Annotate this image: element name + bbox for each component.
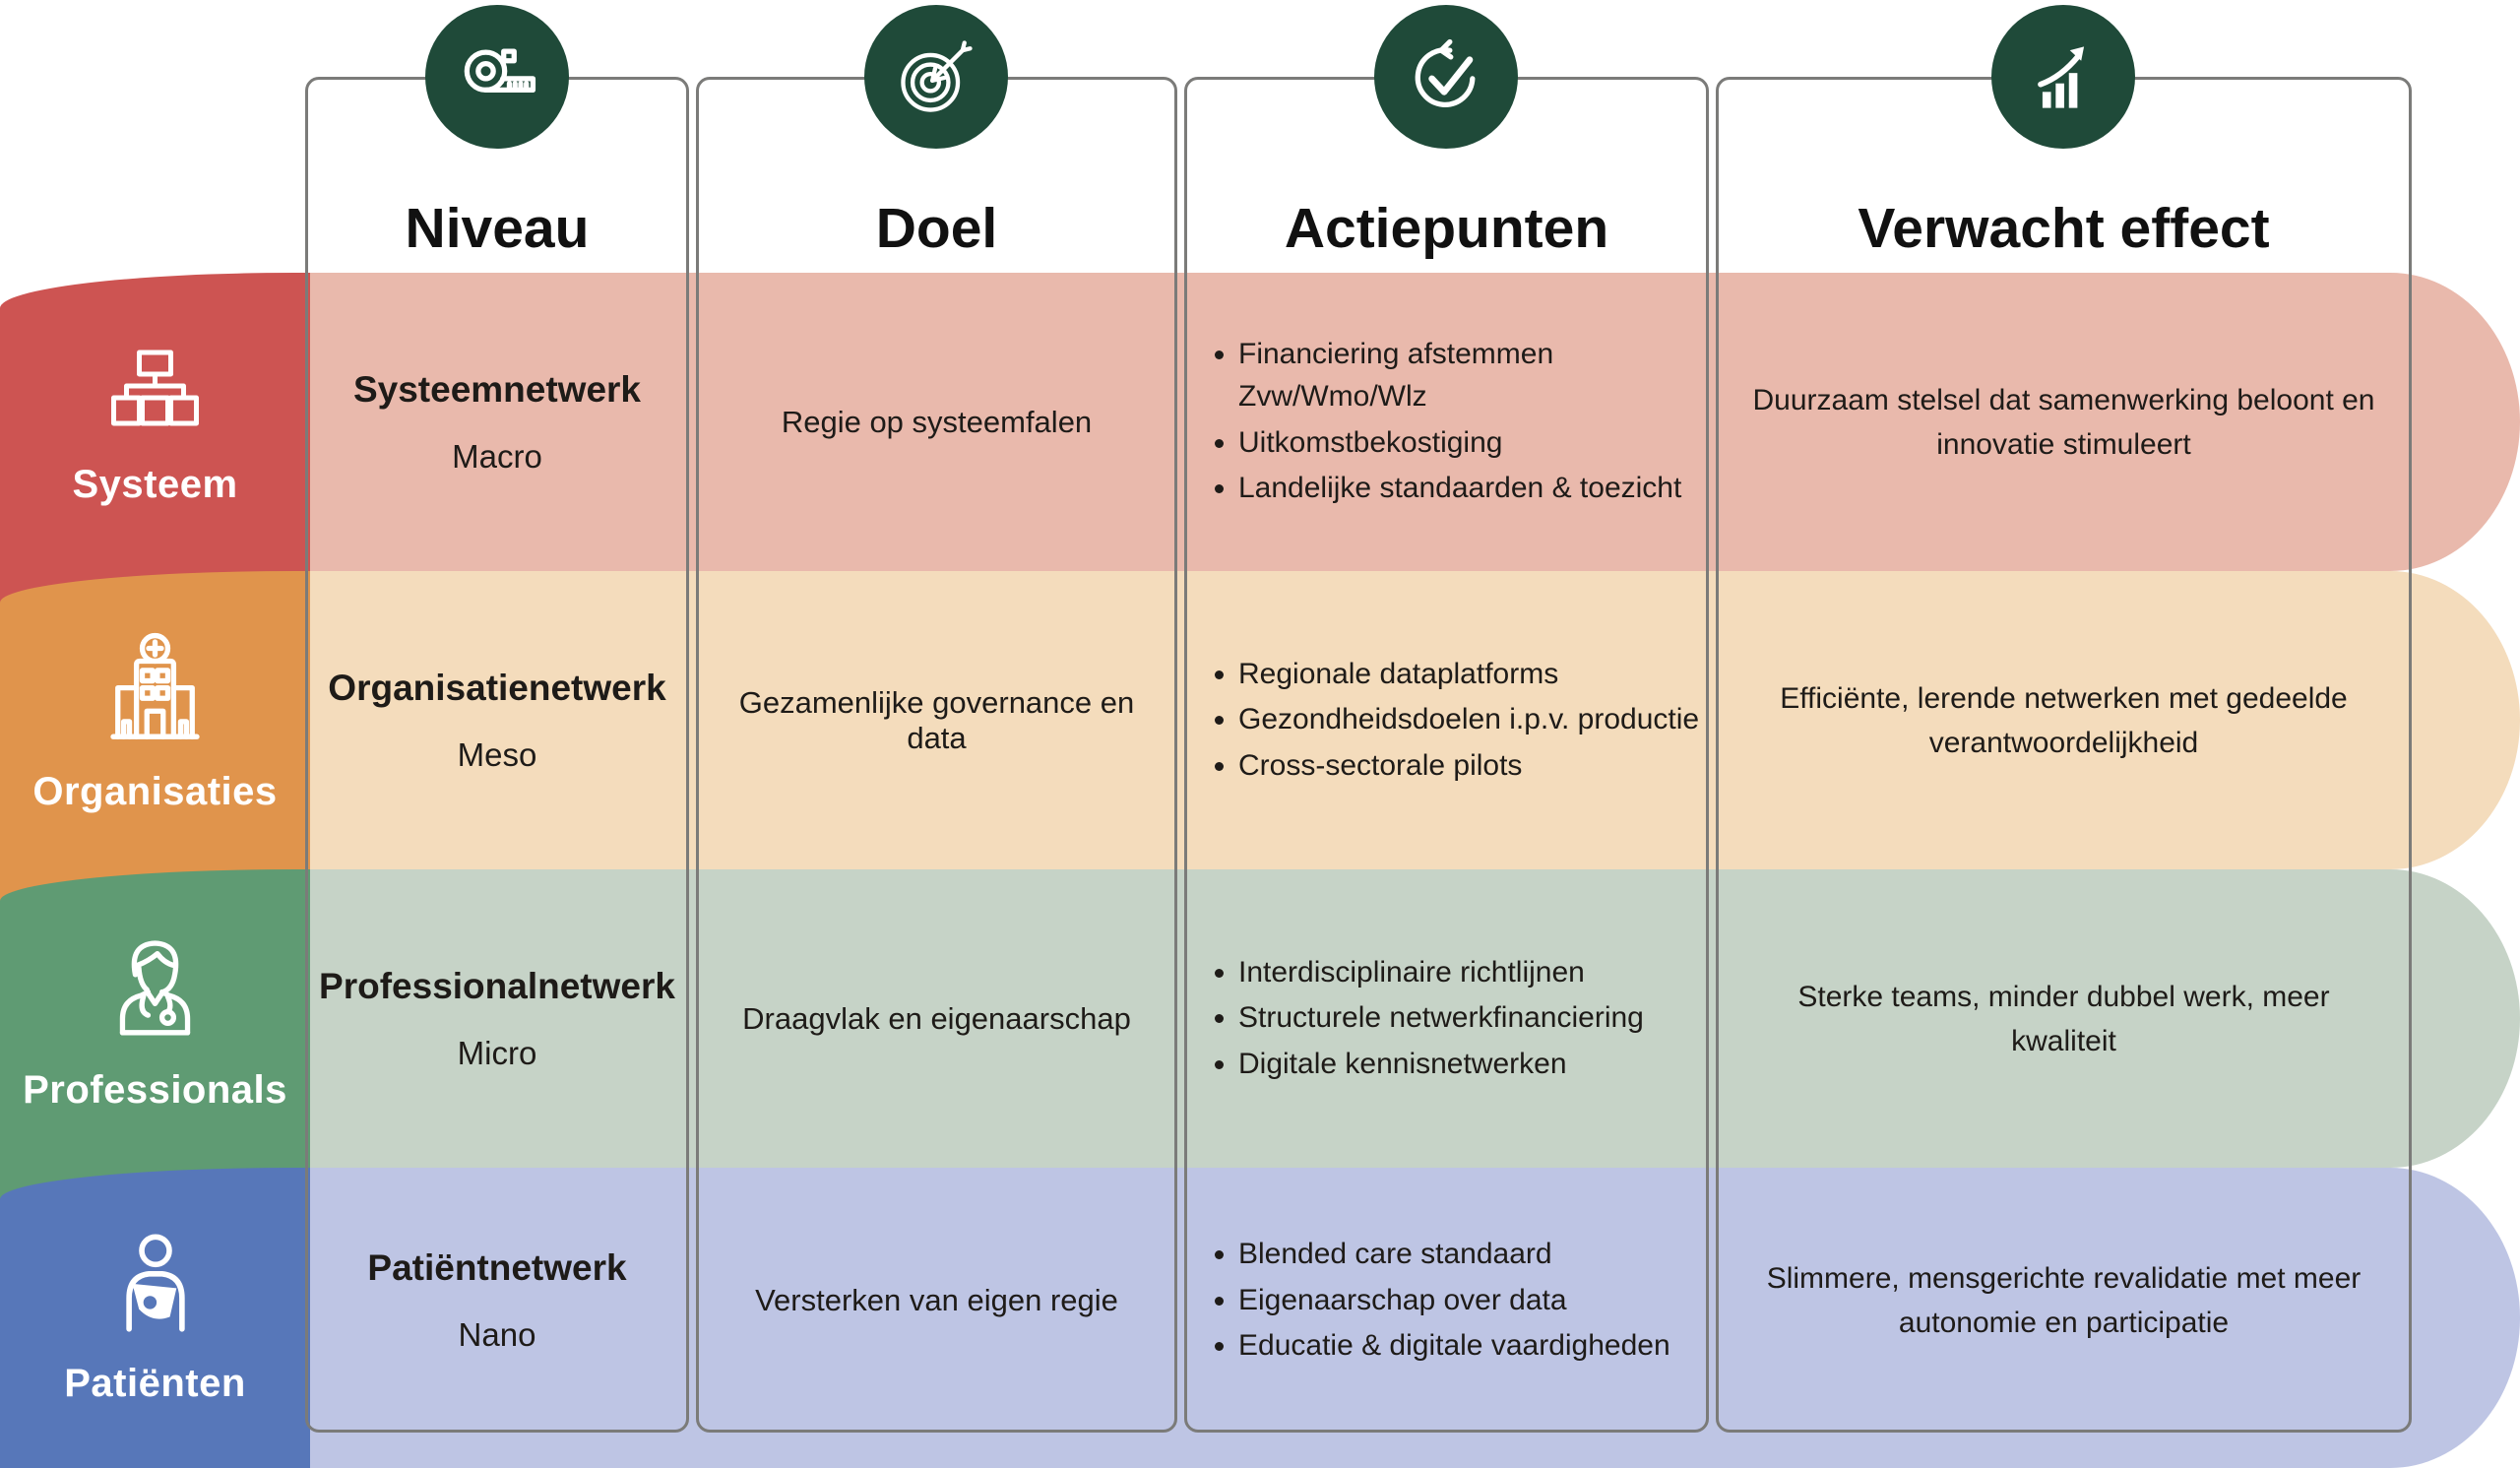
verwacht-text: Slimmere, mensgerichte revalidatie met meer autonomie en participatie xyxy=(1766,1262,2362,1339)
actiepunt: • Blended care standaard xyxy=(1238,1234,1670,1276)
verwacht-text: Efficiënte, lerende netwerken met gedeelde verantwoordelijkheid xyxy=(1780,681,2348,759)
niveau-title: Professionalnetwerk xyxy=(319,965,675,1006)
row-band-patienten xyxy=(0,1168,310,1468)
cell-niveau-patienten xyxy=(308,1168,686,1434)
cell-doel-systeem xyxy=(699,273,1174,571)
cell-niveau-professionals xyxy=(308,869,686,1168)
cell-actiepunten-organisaties xyxy=(1187,571,1706,869)
actiepunten-list xyxy=(1187,330,1706,513)
actiepunt: • Landelijke standaarden & toezicht xyxy=(1238,468,1706,510)
niveau-title: Organisatienetwerk xyxy=(328,667,666,708)
band-label: Professionals xyxy=(23,1068,287,1112)
actiepunten-list xyxy=(1187,650,1699,792)
verwacht-text: Duurzaam stelsel dat samenwerking beloont en innovatie stimuleert xyxy=(1752,383,2375,461)
niveau-subtitle: Nano xyxy=(458,1316,536,1353)
cell-doel-patienten xyxy=(699,1168,1174,1434)
cell-verwacht-systeem xyxy=(1719,273,2409,571)
cell-doel-professionals xyxy=(699,869,1174,1168)
row-band-professionals xyxy=(0,869,310,1203)
check-cycle-icon xyxy=(1374,5,1518,149)
band-label: Systeem xyxy=(72,463,238,506)
cell-verwacht-professionals xyxy=(1719,869,2409,1168)
actiepunt: • Regionale dataplatforms xyxy=(1238,654,1699,696)
cell-actiepunten-systeem xyxy=(1187,273,1706,571)
hospital-icon xyxy=(94,632,217,748)
org-chart-icon xyxy=(94,343,217,441)
actiepunt: • Educatie & digitale vaardigheden xyxy=(1238,1325,1670,1368)
niveau-title: Systeemnetwerk xyxy=(352,368,642,410)
niveau-title: Patiëntnetwerk xyxy=(367,1247,627,1288)
actiepunt: • Gezondheidsdoelen i.p.v. productie xyxy=(1238,699,1699,741)
cell-actiepunten-professionals xyxy=(1187,869,1706,1168)
row-band-organisaties xyxy=(0,571,310,905)
doel-text: Gezamenlijke governance en data xyxy=(738,684,1135,755)
verwacht-text: Sterke teams, minder dubbel werk, meer kwaliteit xyxy=(1797,980,2330,1057)
cell-doel-organisaties xyxy=(699,571,1174,869)
actiepunt: • Cross-sectorale pilots xyxy=(1238,745,1699,788)
actiepunt: • Financiering afstemmen Zvw/Wmo/Wlz xyxy=(1238,334,1706,417)
doel-text: Versterken van eigen regie xyxy=(755,1283,1118,1317)
column-title: Doel xyxy=(875,197,998,260)
cell-verwacht-organisaties xyxy=(1719,571,2409,869)
actiepunt: • Structurele netwerkfinanciering xyxy=(1238,997,1644,1040)
target-icon xyxy=(864,5,1008,149)
growth-chart-icon xyxy=(1991,5,2135,149)
actiepunten-list xyxy=(1187,948,1644,1090)
band-label: Organisaties xyxy=(32,770,278,813)
actiepunt: • Interdisciplinaire richtlijnen xyxy=(1238,952,1644,994)
cell-niveau-systeem xyxy=(308,273,686,571)
band-label: Patiënten xyxy=(64,1362,246,1405)
row-band-systeem xyxy=(0,273,310,606)
niveau-subtitle: Macro xyxy=(452,437,542,475)
niveau-subtitle: Micro xyxy=(457,1034,537,1071)
actiepunt: • Digitale kennisnetwerken xyxy=(1238,1044,1644,1086)
tape-measure-icon xyxy=(425,5,569,149)
doel-text: Draagvlak en eigenaarschap xyxy=(742,1000,1131,1036)
actiepunt: • Eigenaarschap over data xyxy=(1238,1280,1670,1322)
niveau-subtitle: Meso xyxy=(457,735,537,773)
actiepunten-list xyxy=(1187,1230,1670,1372)
cell-niveau-organisaties xyxy=(308,571,686,869)
column-title: Actiepunten xyxy=(1284,197,1609,260)
doel-text: Regie op systeemfalen xyxy=(781,404,1093,439)
patient-sling-icon xyxy=(97,1230,214,1340)
column-title: Verwacht effect xyxy=(1858,197,2270,260)
cell-verwacht-patienten xyxy=(1719,1168,2409,1434)
actiepunt: • Uitkomstbekostiging xyxy=(1238,422,1706,465)
column-title: Niveau xyxy=(405,197,590,260)
cell-actiepunten-patienten xyxy=(1187,1168,1706,1434)
clinician-icon xyxy=(94,930,217,1047)
